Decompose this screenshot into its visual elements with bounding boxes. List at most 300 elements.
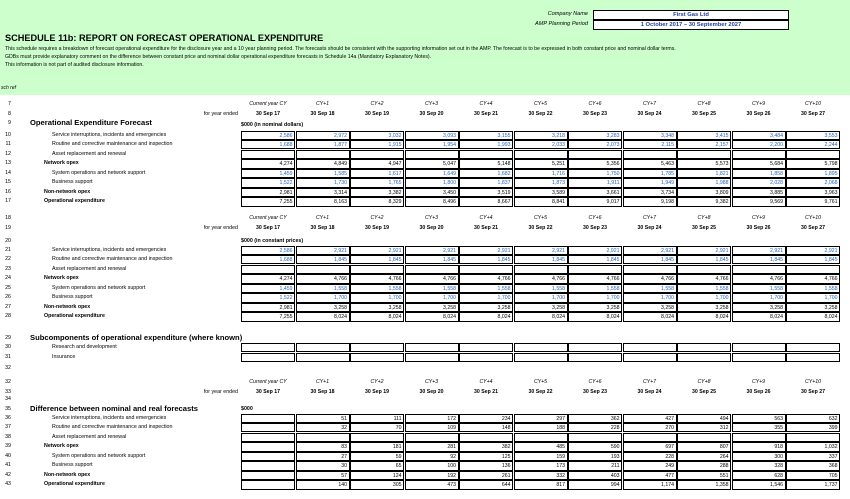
row-number: 12 <box>5 150 11 157</box>
value-cell[interactable]: 1,845 <box>732 255 786 264</box>
row-number: 20 <box>5 238 11 244</box>
value-cell[interactable]: 2,921 <box>623 246 677 255</box>
value-cell[interactable] <box>459 353 513 362</box>
value-cell: 5,047 <box>405 159 459 168</box>
value-cell[interactable]: 1,988 <box>677 178 731 187</box>
value-cell: 3,258 <box>623 303 677 312</box>
value-cell <box>677 433 731 442</box>
row-number: 42 <box>5 471 11 478</box>
value-cell: 7,255 <box>241 197 295 206</box>
row-number: 18 <box>5 215 11 221</box>
value-cell: 918 <box>732 442 786 451</box>
value-cell: 494 <box>677 414 731 423</box>
value-cell[interactable]: 1,873 <box>514 178 568 187</box>
year-header: CY+6 <box>588 379 602 385</box>
value-cell: 83 <box>296 442 350 451</box>
row-number: 41 <box>5 462 11 469</box>
year-end-date: 30 Sep 17 <box>256 224 280 231</box>
year-end-date: 30 Sep 19 <box>365 110 389 117</box>
value-cell[interactable]: 1,558 <box>623 284 677 293</box>
value-cell: 9,761 <box>786 197 840 206</box>
value-cell: 362 <box>568 414 622 423</box>
value-cell: 3,519 <box>459 188 513 197</box>
value-cell: 8,667 <box>459 197 513 206</box>
value-cell[interactable]: 2,921 <box>405 246 459 255</box>
value-cell <box>405 433 459 442</box>
value-cell: 111 <box>350 414 404 423</box>
value-cell: 100 <box>405 461 459 470</box>
value-cell: 2,981 <box>241 188 295 197</box>
value-cell[interactable]: 1,617 <box>350 169 404 178</box>
row-label: Network opex <box>44 443 79 450</box>
value-cell[interactable]: 1,845 <box>786 255 840 264</box>
value-cell: 632 <box>786 414 840 423</box>
value-cell[interactable] <box>350 343 404 352</box>
row-label: Network opex <box>44 275 79 282</box>
value-cell[interactable]: 1,558 <box>459 284 513 293</box>
year-header: CY+8 <box>697 101 711 107</box>
amp-planning-period-value[interactable]: 1 October 2017 – 30 September 2027 <box>593 20 789 30</box>
value-cell[interactable] <box>623 353 677 362</box>
value-cell: 5,148 <box>459 159 513 168</box>
value-cell[interactable]: 3,283 <box>568 131 622 140</box>
value-cell: 3,963 <box>786 188 840 197</box>
row-number: 17 <box>5 198 11 205</box>
value-cell: 136 <box>459 461 513 470</box>
value-cell: 1,546 <box>732 480 786 489</box>
year-header: CY+6 <box>588 215 602 221</box>
value-cell[interactable]: 1,558 <box>405 284 459 293</box>
value-cell: 8,024 <box>459 312 513 321</box>
value-cell[interactable] <box>514 265 568 274</box>
value-cell[interactable]: 1,700 <box>459 293 513 302</box>
row-number: 22 <box>5 256 11 263</box>
value-cell[interactable]: 2,586 <box>241 246 295 255</box>
value-cell[interactable] <box>296 343 350 352</box>
value-cell: 8,024 <box>677 312 731 321</box>
value-cell: 1,737 <box>786 480 840 489</box>
value-cell[interactable]: 3,553 <box>786 131 840 140</box>
value-cell[interactable]: 1,845 <box>677 255 731 264</box>
value-cell[interactable]: 2,921 <box>296 246 350 255</box>
value-cell[interactable]: 1,558 <box>514 284 568 293</box>
value-cell[interactable] <box>514 150 568 159</box>
value-cell: 288 <box>677 461 731 470</box>
value-cell[interactable]: 1,649 <box>405 169 459 178</box>
value-cell[interactable]: 3,093 <box>405 131 459 140</box>
row-number: 37 <box>5 424 11 431</box>
value-cell[interactable] <box>241 353 295 362</box>
value-cell[interactable] <box>786 150 840 159</box>
row-number: 8 <box>8 110 11 117</box>
row-label: Non-network opex <box>44 471 91 478</box>
value-cell: 644 <box>459 480 513 489</box>
value-cell <box>241 461 295 470</box>
value-cell[interactable] <box>623 343 677 352</box>
value-cell[interactable]: 1,522 <box>241 178 295 187</box>
value-cell: 8,841 <box>514 197 568 206</box>
value-cell[interactable] <box>241 150 295 159</box>
value-cell[interactable]: 3,218 <box>514 131 568 140</box>
value-cell: 9,017 <box>568 197 622 206</box>
value-cell[interactable] <box>623 150 677 159</box>
row-label: Service interruptions, incidents and emergencies <box>52 131 167 138</box>
year-end-date: 30 Sep 20 <box>419 388 444 395</box>
year-header: CY+1 <box>315 101 330 107</box>
value-cell[interactable] <box>514 343 568 352</box>
value-cell[interactable]: 1,522 <box>241 293 295 302</box>
value-cell[interactable]: 1,800 <box>405 178 459 187</box>
value-cell[interactable] <box>405 150 459 159</box>
value-cell[interactable] <box>786 265 840 274</box>
value-cell[interactable]: 1,821 <box>677 169 731 178</box>
value-cell: 3,314 <box>296 188 350 197</box>
value-cell[interactable] <box>732 343 786 352</box>
value-cell: 4,274 <box>241 159 295 168</box>
value-cell[interactable]: 1,845 <box>623 255 677 264</box>
value-cell <box>241 452 295 461</box>
value-cell[interactable]: 1,558 <box>732 284 786 293</box>
year-end-date: 30 Sep 19 <box>365 224 389 231</box>
value-cell: 1,032 <box>786 442 840 451</box>
year-header: CY+5 <box>533 379 548 385</box>
row-number: 14 <box>5 169 11 176</box>
row-label: Operational expenditure <box>44 313 105 320</box>
row-number: 11 <box>5 141 11 148</box>
value-cell: 3,258 <box>786 303 840 312</box>
value-cell[interactable] <box>623 265 677 274</box>
value-cell[interactable]: 1,700 <box>677 293 731 302</box>
value-cell[interactable]: 1,558 <box>677 284 731 293</box>
value-cell <box>732 433 786 442</box>
value-cell: 3,589 <box>514 188 568 197</box>
value-cell: 3,661 <box>568 188 622 197</box>
value-cell[interactable] <box>732 150 786 159</box>
value-cell: 332 <box>514 471 568 480</box>
value-cell[interactable] <box>350 353 404 362</box>
value-cell[interactable] <box>514 353 568 362</box>
value-cell[interactable]: 1,837 <box>459 178 513 187</box>
value-cell[interactable]: 2,068 <box>786 178 840 187</box>
value-cell[interactable]: 3,415 <box>677 131 731 140</box>
year-header: CY+7 <box>642 215 657 221</box>
value-cell[interactable] <box>732 265 786 274</box>
value-cell[interactable]: 1,845 <box>514 255 568 264</box>
value-cell[interactable] <box>405 353 459 362</box>
value-cell[interactable] <box>459 343 513 352</box>
value-cell[interactable] <box>786 343 840 352</box>
value-cell: 57 <box>296 471 350 480</box>
value-cell[interactable] <box>568 265 622 274</box>
value-cell[interactable]: 2,921 <box>677 246 731 255</box>
value-cell[interactable] <box>350 265 404 274</box>
for-year-ended-label: for year ended <box>203 110 238 117</box>
value-cell[interactable]: 1,993 <box>459 140 513 149</box>
value-cell[interactable]: 1,700 <box>405 293 459 302</box>
row-label: Routine and corrective maintenance and inspection <box>52 141 173 148</box>
row-label: Service interruptions, incidents and emergencies <box>52 414 167 421</box>
year-header: CY+9 <box>751 215 766 221</box>
amp-planning-period-label: AMP Planning Period <box>535 21 588 27</box>
row-number: 19 <box>5 224 11 231</box>
year-header: CY+9 <box>751 379 766 385</box>
year-end-date: 30 Sep 20 <box>419 224 444 231</box>
row-label: Non-network opex <box>44 303 91 310</box>
value-cell[interactable]: 2,244 <box>786 140 840 149</box>
value-cell: 181 <box>350 442 404 451</box>
value-cell[interactable]: 2,921 <box>732 246 786 255</box>
year-end-date: 30 Sep 21 <box>474 224 498 231</box>
row-label: Asset replacement and renewal <box>52 265 127 272</box>
value-cell: 9,382 <box>677 197 731 206</box>
value-cell[interactable]: 1,845 <box>405 255 459 264</box>
value-cell[interactable]: 1,911 <box>568 178 622 187</box>
value-cell: 4,766 <box>296 274 350 283</box>
value-cell[interactable] <box>241 343 295 352</box>
row-number: 29 <box>5 335 11 341</box>
value-cell[interactable]: 1,700 <box>568 293 622 302</box>
value-cell[interactable]: 1,716 <box>514 169 568 178</box>
value-cell[interactable]: 1,558 <box>786 284 840 293</box>
value-cell[interactable] <box>677 353 731 362</box>
year-end-date: 30 Sep 27 <box>801 110 825 117</box>
row-number: 34 <box>5 396 11 402</box>
value-cell: 3,258 <box>514 303 568 312</box>
value-cell <box>296 433 350 442</box>
value-cell[interactable]: 1,785 <box>623 169 677 178</box>
value-cell: 4,766 <box>677 274 731 283</box>
value-cell: 382 <box>459 442 513 451</box>
value-cell: 4,766 <box>459 274 513 283</box>
value-cell[interactable]: 2,921 <box>459 246 513 255</box>
value-cell: 8,024 <box>623 312 677 321</box>
year-header: CY+7 <box>642 101 657 107</box>
row-number: 28 <box>5 313 11 320</box>
year-end-date: 30 Sep 18 <box>310 224 335 231</box>
value-cell <box>568 433 622 442</box>
value-cell[interactable] <box>296 150 350 159</box>
intro-line-3: This information is not part of audited disclosure information. <box>5 62 144 68</box>
row-number: 32 <box>5 365 11 371</box>
value-cell[interactable]: 1,954 <box>405 140 459 149</box>
value-cell: 8,024 <box>514 312 568 321</box>
value-cell[interactable]: 1,700 <box>296 293 350 302</box>
value-cell[interactable] <box>241 265 295 274</box>
value-cell: 172 <box>405 414 459 423</box>
year-end-date: 30 Sep 27 <box>801 388 825 395</box>
value-cell[interactable]: 3,348 <box>623 131 677 140</box>
value-cell[interactable] <box>677 265 731 274</box>
value-cell[interactable]: 2,157 <box>677 140 731 149</box>
year-header: CY+2 <box>370 215 384 221</box>
value-cell[interactable]: 1,765 <box>350 178 404 187</box>
row-number: 26 <box>5 294 11 301</box>
year-header: CY+5 <box>533 215 548 221</box>
value-cell[interactable]: 2,115 <box>623 140 677 149</box>
value-cell[interactable] <box>296 353 350 362</box>
value-cell: 264 <box>677 452 731 461</box>
value-cell: 8,329 <box>350 197 404 206</box>
row-number: 9 <box>8 120 11 126</box>
value-cell: 9,198 <box>623 197 677 206</box>
year-end-date: 30 Sep 27 <box>801 224 825 231</box>
value-cell: 305 <box>350 480 404 489</box>
year-header: CY+2 <box>370 101 384 107</box>
value-cell: 4,766 <box>514 274 568 283</box>
year-end-date: 30 Sep 26 <box>746 224 771 231</box>
year-end-date: 30 Sep 21 <box>474 388 498 395</box>
value-cell[interactable]: 1,558 <box>568 284 622 293</box>
year-header: CY+9 <box>751 101 766 107</box>
value-cell[interactable]: 1,845 <box>296 255 350 264</box>
value-cell[interactable]: 2,921 <box>350 246 404 255</box>
value-cell[interactable]: 3,032 <box>350 131 404 140</box>
value-cell[interactable]: 2,033 <box>514 140 568 149</box>
row-number: 31 <box>5 353 11 360</box>
value-cell[interactable] <box>459 265 513 274</box>
value-cell[interactable] <box>405 343 459 352</box>
year-header: CY+1 <box>315 379 330 385</box>
unit-constant: $000 (in constant prices) <box>241 238 304 244</box>
value-cell: 281 <box>405 442 459 451</box>
value-cell: 4,274 <box>241 274 295 283</box>
year-header: CY+10 <box>804 101 821 107</box>
value-cell: 5,463 <box>623 159 677 168</box>
value-cell: 30 <box>296 461 350 470</box>
value-cell: 59 <box>350 452 404 461</box>
value-cell: 261 <box>459 471 513 480</box>
value-cell: 7,255 <box>241 312 295 321</box>
value-cell: 249 <box>623 461 677 470</box>
value-cell: 355 <box>732 423 786 432</box>
value-cell[interactable]: 1,845 <box>350 255 404 264</box>
value-cell[interactable]: 1,700 <box>786 293 840 302</box>
value-cell[interactable]: 1,688 <box>241 255 295 264</box>
value-cell[interactable]: 1,845 <box>459 255 513 264</box>
value-cell[interactable] <box>568 353 622 362</box>
value-cell: 3,258 <box>350 303 404 312</box>
year-header: CY+5 <box>533 101 548 107</box>
value-cell[interactable]: 1,585 <box>296 169 350 178</box>
value-cell <box>514 433 568 442</box>
section-title-subcomponents: Subcomponents of operational expenditure (where known) <box>30 333 243 342</box>
year-end-date: 30 Sep 18 <box>310 388 335 395</box>
value-cell[interactable]: 1,688 <box>241 140 295 149</box>
page-title: SCHEDULE 11b: REPORT ON FORECAST OPERATIONAL EXPENDITURE <box>5 33 324 43</box>
value-cell[interactable] <box>677 343 731 352</box>
row-label: Routine and corrective maintenance and inspection <box>52 256 173 263</box>
value-cell[interactable]: 1,682 <box>459 169 513 178</box>
value-cell[interactable]: 1,700 <box>514 293 568 302</box>
value-cell[interactable]: 2,586 <box>241 131 295 140</box>
value-cell[interactable]: 2,972 <box>296 131 350 140</box>
value-cell[interactable]: 1,700 <box>732 293 786 302</box>
value-cell: 4,766 <box>623 274 677 283</box>
value-cell[interactable]: 1,459 <box>241 284 295 293</box>
row-label: System operations and network support <box>52 169 146 176</box>
row-number: 33 <box>5 388 11 395</box>
value-cell[interactable] <box>677 150 731 159</box>
value-cell[interactable] <box>459 150 513 159</box>
value-cell: 4,766 <box>405 274 459 283</box>
value-cell[interactable]: 2,073 <box>568 140 622 149</box>
value-cell: 234 <box>459 414 513 423</box>
value-cell[interactable] <box>568 343 622 352</box>
value-cell[interactable]: 1,700 <box>623 293 677 302</box>
value-cell: 3,258 <box>732 303 786 312</box>
value-cell: 297 <box>514 414 568 423</box>
company-name-label: Company Name <box>547 11 588 17</box>
value-cell: 4,766 <box>732 274 786 283</box>
value-cell: 399 <box>786 423 840 432</box>
value-cell: 270 <box>623 423 677 432</box>
value-cell[interactable]: 1,558 <box>350 284 404 293</box>
value-cell: 3,258 <box>459 303 513 312</box>
value-cell: 8,024 <box>568 312 622 321</box>
value-cell[interactable]: 3,484 <box>732 131 786 140</box>
value-cell: 3,258 <box>677 303 731 312</box>
year-header: CY+10 <box>804 215 821 221</box>
value-cell: 994 <box>568 480 622 489</box>
value-cell[interactable]: 1,845 <box>568 255 622 264</box>
value-cell[interactable]: 1,700 <box>350 293 404 302</box>
value-cell[interactable]: 1,730 <box>296 178 350 187</box>
value-cell: 192 <box>405 471 459 480</box>
value-cell[interactable]: 1,558 <box>296 284 350 293</box>
value-cell: 8,024 <box>405 312 459 321</box>
company-name-value[interactable]: First Gas Ltd <box>593 10 789 20</box>
value-cell[interactable]: 2,921 <box>568 246 622 255</box>
year-end-date: 30 Sep 21 <box>474 110 498 117</box>
value-cell[interactable]: 1,877 <box>296 140 350 149</box>
row-number: 7 <box>8 101 11 107</box>
value-cell <box>241 423 295 432</box>
year-header: CY+10 <box>804 379 821 385</box>
row-number: 23 <box>5 265 11 272</box>
value-cell[interactable] <box>296 265 350 274</box>
value-cell[interactable]: 2,200 <box>732 140 786 149</box>
value-cell[interactable]: 1,895 <box>786 169 840 178</box>
value-cell[interactable]: 3,155 <box>459 131 513 140</box>
value-cell[interactable]: 2,921 <box>786 246 840 255</box>
value-cell[interactable] <box>786 353 840 362</box>
value-cell[interactable] <box>568 150 622 159</box>
year-header: CY+6 <box>588 101 602 107</box>
value-cell[interactable]: 1,858 <box>732 169 786 178</box>
intro-line-1: This schedule requires a breakdown of forecast operational expenditure for the disclosure year and a 10 year planning period. The forecasts should be consistent with the supporting information set out in the AMP. The forecast is to be expressed in both constant price and nominal dollar terms. <box>5 46 676 52</box>
row-number: 16 <box>5 188 11 195</box>
value-cell: 337 <box>786 452 840 461</box>
value-cell: 8,024 <box>350 312 404 321</box>
value-cell[interactable] <box>732 353 786 362</box>
row-number: 27 <box>5 303 11 310</box>
row-label: Service interruptions, incidents and emergencies <box>52 246 167 253</box>
value-cell[interactable]: 1,750 <box>568 169 622 178</box>
value-cell: 51 <box>296 414 350 423</box>
value-cell: 8,496 <box>405 197 459 206</box>
row-number: 43 <box>5 481 11 488</box>
value-cell[interactable] <box>405 265 459 274</box>
value-cell[interactable]: 1,459 <box>241 169 295 178</box>
value-cell[interactable]: 1,915 <box>350 140 404 149</box>
value-cell[interactable] <box>350 150 404 159</box>
value-cell[interactable]: 2,028 <box>732 178 786 187</box>
for-year-ended-label: for year ended <box>203 224 238 231</box>
row-label: Network opex <box>44 160 79 167</box>
value-cell[interactable]: 1,949 <box>623 178 677 187</box>
value-cell <box>241 442 295 451</box>
value-cell[interactable]: 2,921 <box>514 246 568 255</box>
